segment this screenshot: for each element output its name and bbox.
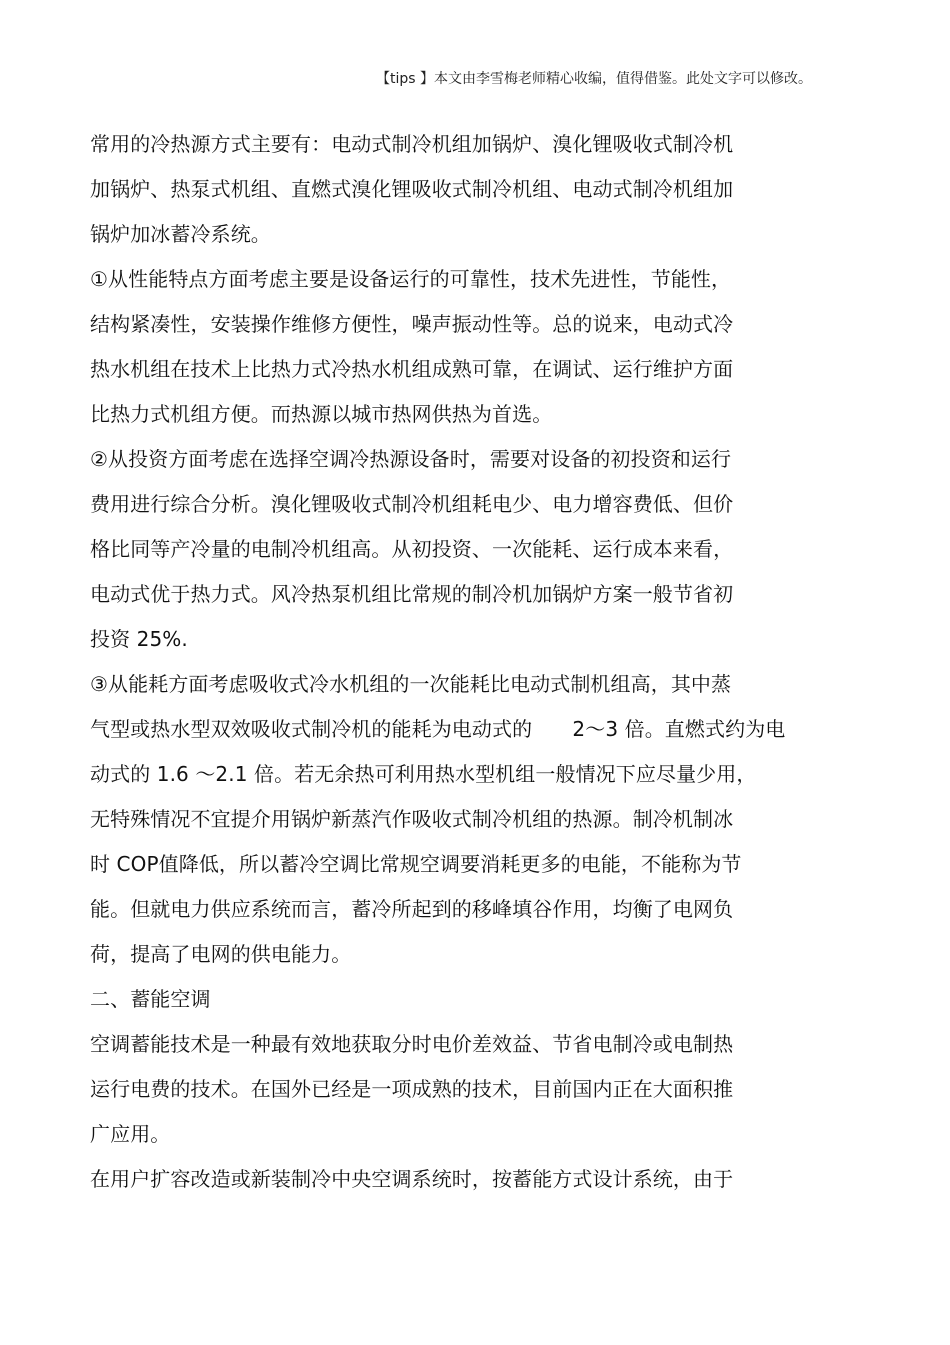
text-line: 时 COP值降低，所以蓄冷空调比常规空调要消耗更多的电能，不能称为节: [90, 852, 742, 876]
text-line: ②从投资方面考虑在选择空调冷热源设备时，需要对设备的初投资和运行: [90, 447, 732, 471]
text-line: 比热力式机组方便。而热源以城市热网供热为首选。: [90, 402, 553, 426]
text-line: 能。但就电力供应系统而言，蓄冷所起到的移峰填谷作用，均衡了电网负: [90, 897, 734, 921]
text-line: 费用进行综合分析。溴化锂吸收式制冷机组耗电少、电力增容费低、但价: [90, 492, 734, 516]
text-line: 空调蓄能技术是一种最有效地获取分时电价差效益、节省电制冷或电制热: [90, 1032, 734, 1056]
text-line: 荷，提高了电网的供电能力。: [90, 942, 352, 966]
text-line: 气型或热水型双效吸收式制冷机的能耗为电动式的 2～3 倍。直燃式约为电: [90, 717, 786, 741]
text-line: 热水机组在技术上比热力式冷热水机组成熟可靠，在调试、运行维护方面: [90, 357, 734, 381]
text-line: 投资 25%.: [90, 627, 188, 651]
text-line: 结构紧凑性，安装操作维修方便性，噪声振动性等。总的说来，电动式冷: [90, 312, 734, 336]
text-line: 无特殊情况不宜提介用锅炉新蒸汽作吸收式制冷机组的热源。制冷机制冰: [90, 807, 734, 831]
document-body: [90, 122, 850, 1202]
text-line: ③从能耗方面考虑吸收式冷水机组的一次能耗比电动式制机组高，其中蒸: [90, 672, 732, 696]
text-line: 在用户扩容改造或新装制冷中央空调系统时，按蓄能方式设计系统，由于: [90, 1167, 734, 1191]
header-tips: 【tips 】本文由李雪梅老师精心收编，值得借鉴。此处文字可以修改。: [375, 71, 812, 87]
text-line: 电动式优于热力式。风冷热泵机组比常规的制冷机加锅炉方案一般节省初: [90, 582, 734, 606]
text-line: ①从性能特点方面考虑主要是设备运行的可靠性，技术先进性，节能性，: [90, 267, 732, 291]
text-line: 运行电费的技术。在国外已经是一项成熟的技术，目前国内正在大面积推: [90, 1077, 734, 1101]
text-line: 格比同等产冷量的电制冷机组高。从初投资、一次能耗、运行成本来看，: [90, 537, 734, 561]
text-line: 广应用。: [90, 1122, 171, 1146]
text-line: 加锅炉、热泵式机组、直燃式溴化锂吸收式制冷机组、电动式制冷机组加: [90, 177, 734, 201]
text-line: 动式的 1.6 ～2.1 倍。若无余热可利用热水型机组一般情况下应尽量少用，: [90, 762, 757, 786]
section-heading: 二、蓄能空调: [90, 987, 211, 1011]
text-line: 常用的冷热源方式主要有：电动式制冷机组加锅炉、溴化锂吸收式制冷机: [90, 132, 734, 156]
text-line: 锅炉加冰蓄冷系统。: [90, 222, 271, 246]
